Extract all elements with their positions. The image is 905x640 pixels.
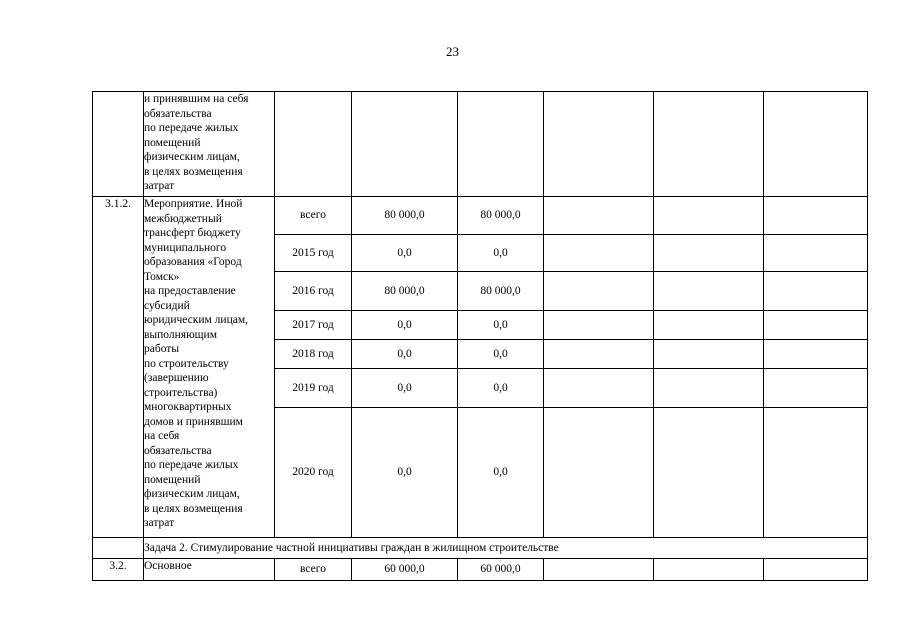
cell-value: 0,0: [352, 235, 458, 272]
task-2-heading: Задача 2. Стимулирование частной инициативы граждан в жилищном строительстве: [144, 538, 868, 559]
name-line: в целях возмещения: [144, 502, 243, 515]
cell-value: 0,0: [458, 311, 544, 340]
cell-num-3-2: 3.2.: [93, 559, 144, 581]
table-row-3-2: [93, 559, 868, 581]
cell-name-continuation: [144, 92, 275, 197]
name-line: трансферт бюджету: [144, 227, 241, 239]
table-row-task-2: [93, 538, 868, 559]
cell-empty: [654, 197, 764, 235]
cell-year: 2017 год: [275, 311, 352, 340]
program-table: [92, 91, 868, 581]
cell-empty: [764, 369, 868, 408]
cell-empty: [654, 235, 764, 272]
cell-year: 2020 год: [275, 408, 352, 538]
table-row-continuation: [93, 92, 868, 197]
cell-value: 80 000,0: [352, 197, 458, 235]
cell-empty: [764, 235, 868, 272]
name-line: многоквартирных: [144, 401, 232, 413]
cell-value: 0,0: [458, 369, 544, 408]
page-number: 23: [446, 44, 459, 59]
cell-num: [93, 92, 144, 197]
name-line: (завершению: [144, 372, 209, 384]
cell-year: 2018 год: [275, 340, 352, 369]
name-line: по передаче жилых: [144, 122, 239, 134]
cell-empty: [544, 197, 654, 235]
name-line: помещений: [144, 136, 201, 149]
name-line: юридическим лицам,: [144, 314, 248, 326]
cell-empty: [544, 311, 654, 340]
name-line: обязательства: [144, 107, 212, 120]
cell-empty: [275, 92, 352, 197]
cell-empty: [544, 408, 654, 538]
cell-value: 0,0: [352, 340, 458, 369]
name-line: помещений: [144, 473, 201, 486]
cell-empty: [654, 408, 764, 538]
cell-value: 0,0: [458, 235, 544, 272]
cell-empty: [654, 369, 764, 408]
cell-empty: [764, 197, 868, 235]
name-line: по передаче жилых: [144, 459, 239, 471]
cell-empty: [544, 235, 654, 272]
cell-year: 2019 год: [275, 369, 352, 408]
name-line: на себя: [144, 430, 180, 442]
name-line: межбюджетный: [144, 212, 222, 225]
cell-value: 0,0: [352, 311, 458, 340]
cell-empty: [544, 369, 654, 408]
cell-value: 60 000,0: [352, 559, 458, 581]
cell-empty: [654, 559, 764, 581]
cell-empty: [93, 538, 144, 559]
name-line: затрат: [144, 180, 175, 192]
cell-year: 2015 год: [275, 235, 352, 272]
name-line: Томск»: [144, 270, 180, 283]
name-line: субсидий: [144, 299, 190, 312]
name-line: Мероприятие. Иной: [144, 198, 243, 210]
name-line: физическим лицам,: [144, 488, 240, 500]
name-line: в целях возмещения: [144, 165, 243, 178]
cell-empty: [764, 340, 868, 369]
cell-name-3-2: Основное: [144, 559, 275, 581]
name-line: физическим лицам,: [144, 151, 240, 163]
cell-empty: [654, 92, 764, 197]
name-line: по строительству: [144, 357, 229, 370]
cell-value: 0,0: [458, 340, 544, 369]
name-line: затрат: [144, 517, 175, 529]
name-line: муниципального: [144, 241, 227, 254]
cell-empty: [764, 272, 868, 311]
cell-value: 80 000,0: [352, 272, 458, 311]
name-line: работы: [144, 343, 180, 355]
cell-year: всего: [275, 559, 352, 581]
cell-empty: [352, 92, 458, 197]
name-line: на предоставление: [144, 285, 236, 297]
cell-value: 80 000,0: [458, 197, 544, 235]
name-line: строительства): [144, 386, 218, 399]
cell-empty: [544, 340, 654, 369]
cell-empty: [544, 272, 654, 311]
cell-empty: [764, 311, 868, 340]
cell-value: 80 000,0: [458, 272, 544, 311]
cell-empty: [458, 92, 544, 197]
cell-empty: [654, 272, 764, 311]
cell-value: 0,0: [458, 408, 544, 538]
cell-empty: [764, 408, 868, 538]
cell-name-3-1-2: [144, 197, 275, 538]
cell-empty: [654, 311, 764, 340]
cell-value: 60 000,0: [458, 559, 544, 581]
name-line: выполняющим: [144, 328, 217, 341]
name-line: домов и принявшим: [144, 415, 243, 428]
name-line: и принявшим на себя: [144, 93, 249, 105]
name-line: обязательства: [144, 444, 212, 457]
cell-empty: [654, 340, 764, 369]
cell-empty: [544, 559, 654, 581]
cell-empty: [764, 92, 868, 197]
name-line: образования «Город: [144, 256, 242, 268]
cell-empty: [544, 92, 654, 197]
table-row-3-1-2-total: [93, 197, 868, 235]
cell-num-3-1-2: 3.1.2.: [93, 197, 144, 538]
cell-value: 0,0: [352, 408, 458, 538]
cell-value: 0,0: [352, 369, 458, 408]
cell-year: 2016 год: [275, 272, 352, 311]
cell-year: всего: [275, 197, 352, 235]
cell-empty: [764, 559, 868, 581]
